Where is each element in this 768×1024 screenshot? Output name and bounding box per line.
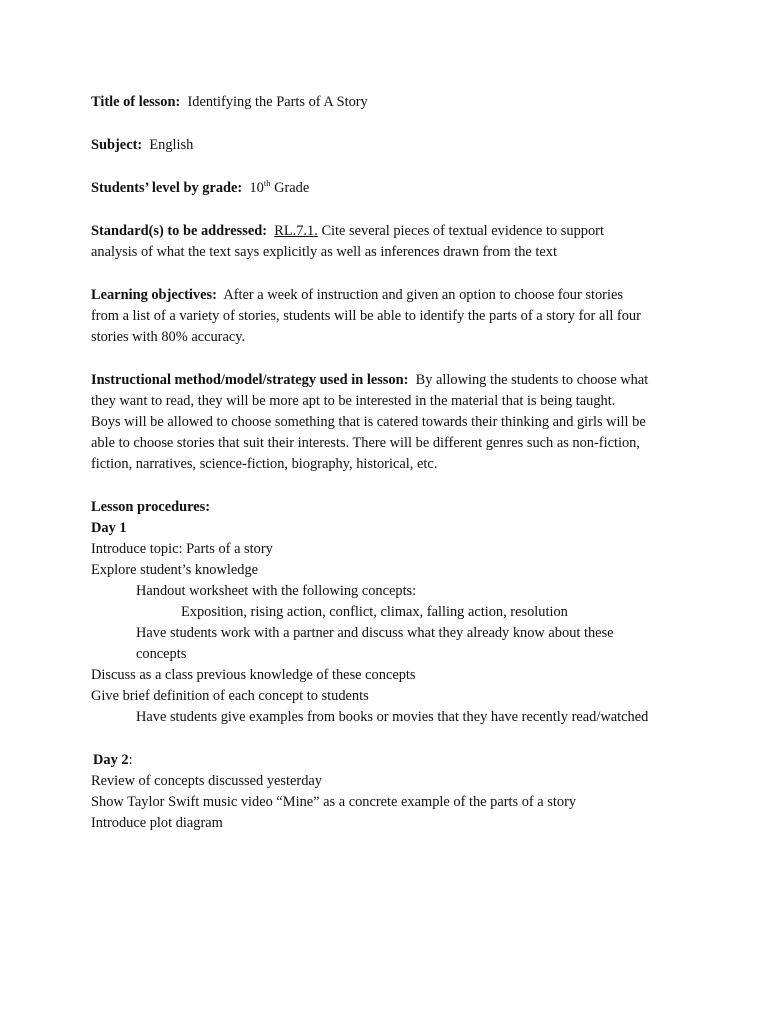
day2-item: Introduce plot diagram <box>91 815 223 831</box>
procedures-heading: Lesson procedures: <box>91 499 210 515</box>
day1-item: Introduce topic: Parts of a story <box>91 541 273 557</box>
day1-item: Give brief definition of each concept to students <box>91 688 369 704</box>
standard-text-1: Cite several pieces of textual evidence to support <box>321 223 604 239</box>
day1-item: Exposition, rising action, conflict, climax, falling action, resolution <box>181 604 568 620</box>
standard-label: Standard(s) to be addressed: <box>91 223 268 239</box>
subject-line <box>91 135 691 156</box>
standard-code: RL.7.1. <box>274 223 318 239</box>
day1-item: Handout worksheet with the following concepts: <box>136 583 417 599</box>
lesson-plan-document <box>91 92 691 856</box>
day2-heading-line <box>91 750 691 771</box>
day2-section <box>91 750 691 834</box>
title-label: Title of lesson: <box>91 94 181 110</box>
objectives-line-3: stories with 80% accuracy. <box>91 329 246 345</box>
title-section <box>91 92 691 113</box>
grade-label: Students’ level by grade: <box>91 180 243 196</box>
objectives-section <box>91 285 691 348</box>
grade-section <box>91 178 691 199</box>
method-label: Instructional method/model/strategy used in lesson: <box>91 372 409 388</box>
title-value: Identifying the Parts of A Story <box>187 94 368 110</box>
method-line-2: they want to read, they will be more apt to be interested in the material that is being taught. <box>91 393 616 409</box>
method-line-4: able to choose stories that suit their interests. There will be different genres such as non-fiction, <box>91 435 640 451</box>
method-line-3: Boys will be allowed to choose something that is catered towards their thinking and girls will be <box>91 414 646 430</box>
grade-word: Grade <box>274 180 310 196</box>
grade-line <box>91 178 691 199</box>
objectives-line-2: from a list of a variety of stories, students will be able to identify the parts of a story for all four <box>91 308 641 324</box>
standard-line-2: analysis of what the text says explicitly as well as inferences drawn from the text <box>91 244 557 260</box>
day1-item: Have students give examples from books or movies that they have recently read/watched <box>136 709 649 725</box>
method-line-5: fiction, narratives, science-fiction, biography, historical, etc. <box>91 456 438 472</box>
day2-item: Show Taylor Swift music video “Mine” as a concrete example of the parts of a story <box>91 794 577 810</box>
standard-line-1 <box>91 221 691 242</box>
subject-section <box>91 135 691 156</box>
objectives-line-1 <box>91 285 691 306</box>
day1-heading: Day 1 <box>91 520 127 536</box>
day1-item: concepts <box>136 646 187 662</box>
procedures-section <box>91 497 691 728</box>
objectives-text-1: After a week of instruction and given an option to choose four stories <box>223 287 623 303</box>
subject-label: Subject: <box>91 137 143 153</box>
day2-item: Review of concepts discussed yesterday <box>91 773 322 789</box>
title-line <box>91 92 691 113</box>
grade-suffix: th <box>263 178 271 189</box>
subject-value: English <box>149 137 194 153</box>
method-line-1 <box>91 370 691 391</box>
day2-colon: : <box>128 752 133 768</box>
grade-number: 10 <box>249 180 264 196</box>
standard-section <box>91 221 691 263</box>
day1-item: Discuss as a class previous knowledge of these concepts <box>91 667 416 683</box>
method-section <box>91 370 691 475</box>
day1-item: Explore student’s knowledge <box>91 562 259 578</box>
day1-item: Have students work with a partner and discuss what they already know about these <box>136 625 614 641</box>
objectives-label: Learning objectives: <box>91 287 217 303</box>
day2-heading: Day 2 <box>93 752 129 768</box>
method-text-1: By allowing the students to choose what <box>415 372 649 388</box>
